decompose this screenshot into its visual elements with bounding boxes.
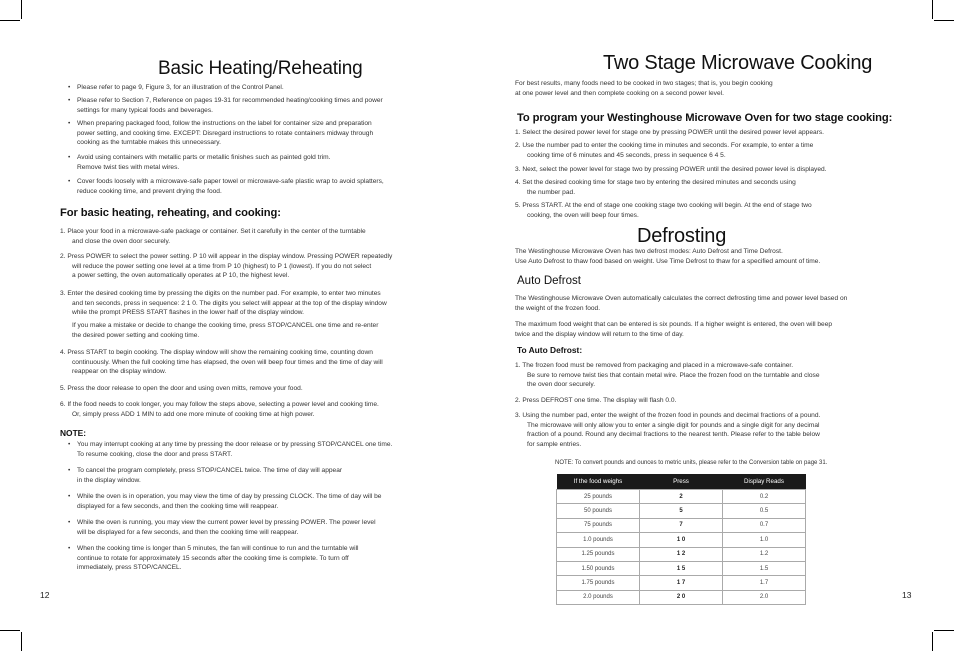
defrost-table [556, 474, 806, 605]
text-line: Use Auto Defrost to thaw food based on weight. Use Time Defrost to thaw for a specified amount of time. [515, 257, 821, 265]
text-line: While the oven is in operation, you may view the time of day by pressing CLOCK. The time of day will be [77, 493, 382, 500]
text-line: in the display window. [77, 476, 141, 484]
page-number: 12 [40, 590, 50, 600]
text-line: will reduce the power setting one level at a time from P 10 (highest) to P 1 (lowest). If you do not select [72, 262, 372, 270]
text-line: reduce cooking time, and prevent drying the food. [77, 187, 222, 195]
table-cell: 1 0 [640, 533, 723, 547]
text-line: and ten seconds, press in sequence: 2 1 0. The digits you select will appear at the top of the display window [72, 299, 387, 307]
page-number: 13 [902, 590, 912, 600]
text-line: The maximum food weight that can be entered is six pounds. If a higher weight is entered, the oven will beep [515, 321, 833, 328]
bullet-dot: • [68, 545, 71, 552]
text-line: displayed for a few seconds, and then the cooking time will reappear. [77, 502, 279, 510]
table-cell: 1.50 pounds [557, 561, 640, 575]
text-line: the desired power setting and cooking time. [72, 331, 200, 339]
text-line: 5. Press START. At the end of stage one cooking stage two cooking will begin. At the end of stage two [515, 202, 812, 209]
bullet-dot: • [68, 178, 71, 185]
table-cell: 7 [640, 518, 723, 532]
text-line: 5. Press the door release to open the door and using oven mitts, remove your food. [60, 385, 303, 392]
text-line: Please refer to page 9, Figure 3, for an illustration of the Control Panel. [77, 84, 284, 91]
step-item [515, 361, 819, 390]
step-item [72, 321, 378, 340]
text-line: Avoid using containers with metallic parts or metallic finishes such as painted gold trim. [77, 154, 331, 161]
step-item [515, 411, 820, 449]
text-line: 3. Enter the desired cooking time by pressing the digits on the number pad. For example, to enter two minutes [60, 290, 381, 297]
section-heading: To program your Westinghouse Microwave Oven for two stage cooking: [517, 112, 893, 124]
text-line: To cancel the program completely, press STOP/CANCEL twice. The time of day will appear [77, 467, 343, 474]
table-cell: 0.5 [723, 504, 806, 518]
paragraph [515, 79, 773, 98]
table-cell: 1 7 [640, 576, 723, 590]
page-title: Basic Heating/Reheating [158, 58, 363, 79]
text-line: cooking as the turntable makes this unnecessary. [77, 139, 221, 147]
bullet-dot: • [68, 493, 71, 500]
crop-mark [934, 20, 954, 21]
text-line: The microwave will only allow you to enter a single digit for pounds and a single digit for any decimal [527, 421, 820, 429]
table-header-cell: Display Reads [723, 474, 806, 490]
bullet-dot: • [68, 467, 71, 474]
text-line: power setting, and cooking time. EXCEPT: Disregard instructions to rotate containers midway through [77, 129, 374, 137]
bullet-dot: • [68, 97, 71, 104]
section-heading: For basic heating, reheating, and cooking: [60, 207, 281, 219]
text-line: cooking time of 6 minutes and 45 seconds, press in sequence 6 4 5. [527, 151, 726, 159]
note-item [68, 440, 393, 459]
step-item [515, 396, 676, 406]
table-row [557, 533, 806, 547]
text-line: You may interrupt cooking at any time by pressing the door release or by pressing STOP/CANCEL one time. [77, 441, 393, 448]
table-cell: 1.0 [723, 533, 806, 547]
table-cell: 1.7 [723, 576, 806, 590]
text-line: at one power level and then complete cooking on a second power level. [515, 89, 724, 97]
step-item [60, 348, 383, 377]
table-cell: 2.0 pounds [557, 590, 640, 604]
table-cell: 75 pounds [557, 518, 640, 532]
text-line: immediately, press STOP/CANCEL. [77, 564, 182, 572]
text-line: the oven door securely. [527, 381, 596, 389]
note-item [68, 492, 382, 511]
table-header-row [557, 474, 806, 490]
text-line: 1. Place your food in a microwave-safe package or container. Set it carefully in the center of the turntable [60, 228, 366, 235]
table-cell: 2.0 [723, 590, 806, 604]
paragraph [515, 320, 832, 339]
text-line: 6. If the food needs to cook longer, you may follow the steps above, selecting a power level and cooking time. [60, 401, 379, 408]
text-line: for sample entries. [527, 440, 582, 448]
bullet-item [68, 119, 374, 148]
table-cell: 1.2 [723, 547, 806, 561]
auto-defrost-title: Auto Defrost [517, 275, 581, 287]
crop-mark [932, 0, 933, 19]
crop-mark [934, 630, 954, 631]
note-label: NOTE: [60, 428, 87, 438]
crop-mark [21, 0, 22, 19]
table-cell: 1.25 pounds [557, 547, 640, 561]
table-header-cell: Press [640, 474, 723, 490]
table-cell: 0.7 [723, 518, 806, 532]
table-row [557, 590, 806, 604]
text-line: Cover foods loosely with a microwave-safe paper towel or microwave-safe plastic wrap to avoid splatters, [77, 178, 384, 185]
text-line: the number pad. [527, 188, 576, 196]
table-cell: 25 pounds [557, 490, 640, 504]
table-cell: 50 pounds [557, 504, 640, 518]
text-line: twice and the display window will return to the time of day. [515, 330, 684, 338]
text-line: The Westinghouse Microwave Oven has two defrost modes: Auto Defrost and Time Defrost. [515, 248, 783, 255]
text-line: Be sure to remove twist ties that contain metal wire. Place the frozen food on the turntable and close [527, 371, 820, 379]
note-item [68, 544, 359, 573]
crop-mark [0, 630, 20, 631]
text-line: 1. Select the desired power level for stage one by pressing POWER until the desired power level appears. [515, 129, 824, 136]
note-item [68, 518, 376, 537]
text-line: 2. Press DEFROST one time. The display will flash 0.0. [515, 397, 677, 404]
bullet-item [68, 177, 384, 196]
table-cell: 1 2 [640, 547, 723, 561]
step-item [60, 400, 379, 419]
table-cell: 2 0 [640, 590, 723, 604]
text-line: reappear on the display window. [72, 368, 167, 376]
text-line: while the prompt PRESS START flashes in the lower half of the display window. [72, 309, 304, 317]
table-body [557, 490, 806, 605]
table-cell: 5 [640, 504, 723, 518]
step-item [515, 201, 812, 220]
table-row [557, 504, 806, 518]
page-title: Two Stage Microwave Cooking [603, 52, 873, 74]
text-line: the weight of the frozen food. [515, 304, 601, 312]
bullet-dot: • [68, 441, 71, 448]
table-header-cell: If the food weighs [557, 474, 640, 490]
text-line: If you make a mistake or decide to change the cooking time, press STOP/CANCEL one time and re-enter [72, 322, 379, 329]
text-line: and close the oven door securely. [72, 237, 171, 245]
crop-mark [21, 632, 22, 651]
text-line: The Westinghouse Microwave Oven automatically calculates the correct defrosting time and power level based on [515, 295, 848, 302]
bullet-item [68, 153, 331, 172]
text-line: 4. Press START to begin cooking. The display window will show the remaining cooking time, counting down [60, 349, 373, 356]
table-cell: 2 [640, 490, 723, 504]
table-cell: 0.2 [723, 490, 806, 504]
table-row [557, 547, 806, 561]
step-item [60, 252, 392, 281]
bullet-dot: • [68, 519, 71, 526]
step-item [515, 128, 824, 138]
defrost-title: Defrosting [637, 225, 727, 247]
text-line: 3. Next, select the power level for stage two by pressing POWER until the desired power level is displayed. [515, 166, 827, 173]
text-line: 2. Press POWER to select the power setting. P 10 will appear in the display window. Pressing POWER repeatedly [60, 253, 393, 260]
table-note: NOTE: To convert pounds and ounces to metric units, please refer to the Conversion table on page 31. [555, 460, 828, 466]
table-row [557, 561, 806, 575]
step-item [515, 165, 827, 175]
text-line: To resume cooking, close the door and press START. [77, 450, 233, 458]
text-line: When preparing packaged food, follow the instructions on the label for container size and preparation [77, 120, 372, 127]
step-item [60, 384, 303, 394]
bullet-dot: • [68, 120, 71, 127]
text-line: 4. Set the desired cooking time for stage two by entering the desired minutes and seconds using [515, 179, 796, 186]
step-item [515, 178, 796, 197]
text-line: While the oven is running, you may view the current power level by pressing POWER. The power level [77, 519, 376, 526]
text-line: continue to rotate for approximately 15 seconds after the cooking time is complete. To turn off [77, 554, 349, 562]
text-line: Please refer to Section 7, Reference on pages 19-31 for recommended heating/cooking times and power [77, 97, 383, 104]
crop-mark [932, 632, 933, 651]
bullet-item [68, 96, 383, 115]
text-line: 3. Using the number pad, enter the weight of the frozen food in pounds and decimal fractions of a pound. [515, 412, 821, 419]
text-line: a power setting, the oven automatically operates at P 10, the highest level. [72, 272, 290, 280]
table-cell: 1.5 [723, 561, 806, 575]
table-cell: 1.0 pounds [557, 533, 640, 547]
table-cell: 1 5 [640, 561, 723, 575]
text-line: Remove twist ties with metal wires. [77, 163, 180, 171]
text-line: continuously. When the full cooking time has elapsed, the oven will beep four times and the time of day will [72, 358, 383, 366]
bullet-dot: • [68, 84, 71, 91]
step-item [515, 141, 813, 160]
table-row [557, 518, 806, 532]
step-item [60, 227, 366, 246]
paragraph [515, 294, 847, 313]
text-line: fraction of a pound. Round any decimal fractions to the nearest tenth. Please refer to the table below [527, 431, 820, 439]
crop-mark [0, 20, 20, 21]
step-item [60, 289, 387, 318]
bullet-dot: • [68, 154, 71, 161]
text-line: For best results, many foods need to be cooked in two stages; that is, you begin cooking [515, 80, 773, 87]
table-cell: 1.75 pounds [557, 576, 640, 590]
text-line: When the cooking time is longer than 5 minutes, the fan will continue to run and the turntable will [77, 545, 359, 552]
table-row [557, 576, 806, 590]
text-line: 1. The frozen food must be removed from packaging and placed in a microwave-safe container. [515, 362, 794, 369]
text-line: 2. Use the number pad to enter the cooking time in minutes and seconds. For example, to enter a time [515, 142, 814, 149]
table-row [557, 490, 806, 504]
note-item [68, 466, 343, 485]
text-line: cooking, the oven will beep four times. [527, 211, 639, 219]
to-auto-defrost-heading: To Auto Defrost: [517, 345, 583, 355]
paragraph [515, 247, 820, 266]
text-line: settings for many typical foods and beverages. [77, 106, 213, 114]
text-line: will be displayed for a few seconds, and then the cooking time will reappear. [77, 528, 299, 536]
bullet-item [68, 83, 284, 93]
text-line: Or, simply press ADD 1 MIN to add one more minute of cooking time at high power. [72, 410, 315, 418]
